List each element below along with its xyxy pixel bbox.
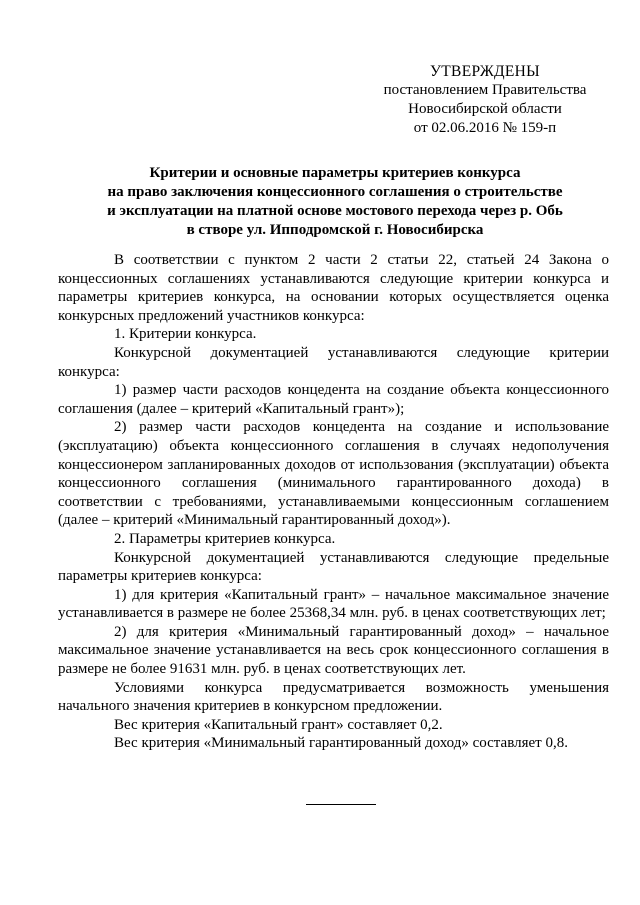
title-line-2: на право заключения концессионного соглашения о строительстве <box>107 184 563 200</box>
section-2-text: Конкурсной документацией устанавливаются следующие предельные параметры критериев конкурса: <box>58 549 609 585</box>
approval-line-3: от 02.06.2016 № 159-п <box>413 120 557 136</box>
intro-paragraph: В соответствии с пунктом 2 части 2 статьи 22, статьей 24 Закона о концессионных соглашениях устанавливаются следующие критерии конкурса и параметры критериев конкурса, на основании которых осуществляется оценка конкурсных предложений участников конкурса: <box>58 252 609 324</box>
weight-minimum-income: Вес критерия «Минимальный гарантированный доход» составляет 0,8. <box>114 735 568 752</box>
document-body <box>58 251 609 753</box>
section-1-item-1: 1) размер части расходов концедента на создание объекта концессионного соглашения (далее – критерий «Капитальный грант»); <box>58 382 609 417</box>
title-line-1: Критерии и основные параметры критериев конкурса <box>149 165 521 181</box>
approval-stamp <box>380 62 590 138</box>
title-line-3: и эксплуатации на платной основе мостового перехода через р. Обь <box>107 203 563 219</box>
section-2-heading: 2. Параметры критериев конкурса. <box>114 530 336 547</box>
section-2-item-1: 1) для критерия «Капитальный грант» – начальное максимальное значение устанавливается в размере не более 25368,34 млн. руб. в ценах соответствующих лет; <box>58 586 609 622</box>
weight-capital-grant: Вес критерия «Капитальный грант» составляет 0,2. <box>114 716 443 733</box>
document-title <box>80 164 590 240</box>
end-divider <box>306 804 376 805</box>
section-1-item-2: 2) размер части расходов концедента на создание и использование (эксплуатацию) объекта концессионного соглашения в случаях недополучения концессионером запланированных доходов от использования (эксплуатации) объекта концессионного соглашения (минимального гарантированного дохода) в соответствии с требованиями, устанавливаемыми концессионным соглашением (далее – критерий «Минимальный гарантированный доход»). <box>58 419 609 529</box>
approval-line-1: постановлением Правительства <box>383 82 587 98</box>
section-1-text: Конкурсной документацией устанавливаются следующие критерии конкурса: <box>58 344 609 380</box>
title-line-4: в створе ул. Ипподромской г. Новосибирска <box>186 222 484 238</box>
approval-heading: УТВЕРЖДЕНЫ <box>430 63 540 80</box>
section-2-item-2: 2) для критерия «Минимальный гарантированный доход» – начальное максимальное значение устанавливается на весь срок концессионного соглашения в размере не более 91631 млн. руб. в ценах соответствующих лет. <box>58 623 609 678</box>
section-1-heading: 1. Критерии конкурса. <box>114 326 257 343</box>
approval-line-2: Новосибирской области <box>408 101 562 117</box>
conditions-paragraph: Условиями конкурса предусматривается возможность уменьшения начального значения критериев в конкурсном предложении. <box>58 679 609 715</box>
